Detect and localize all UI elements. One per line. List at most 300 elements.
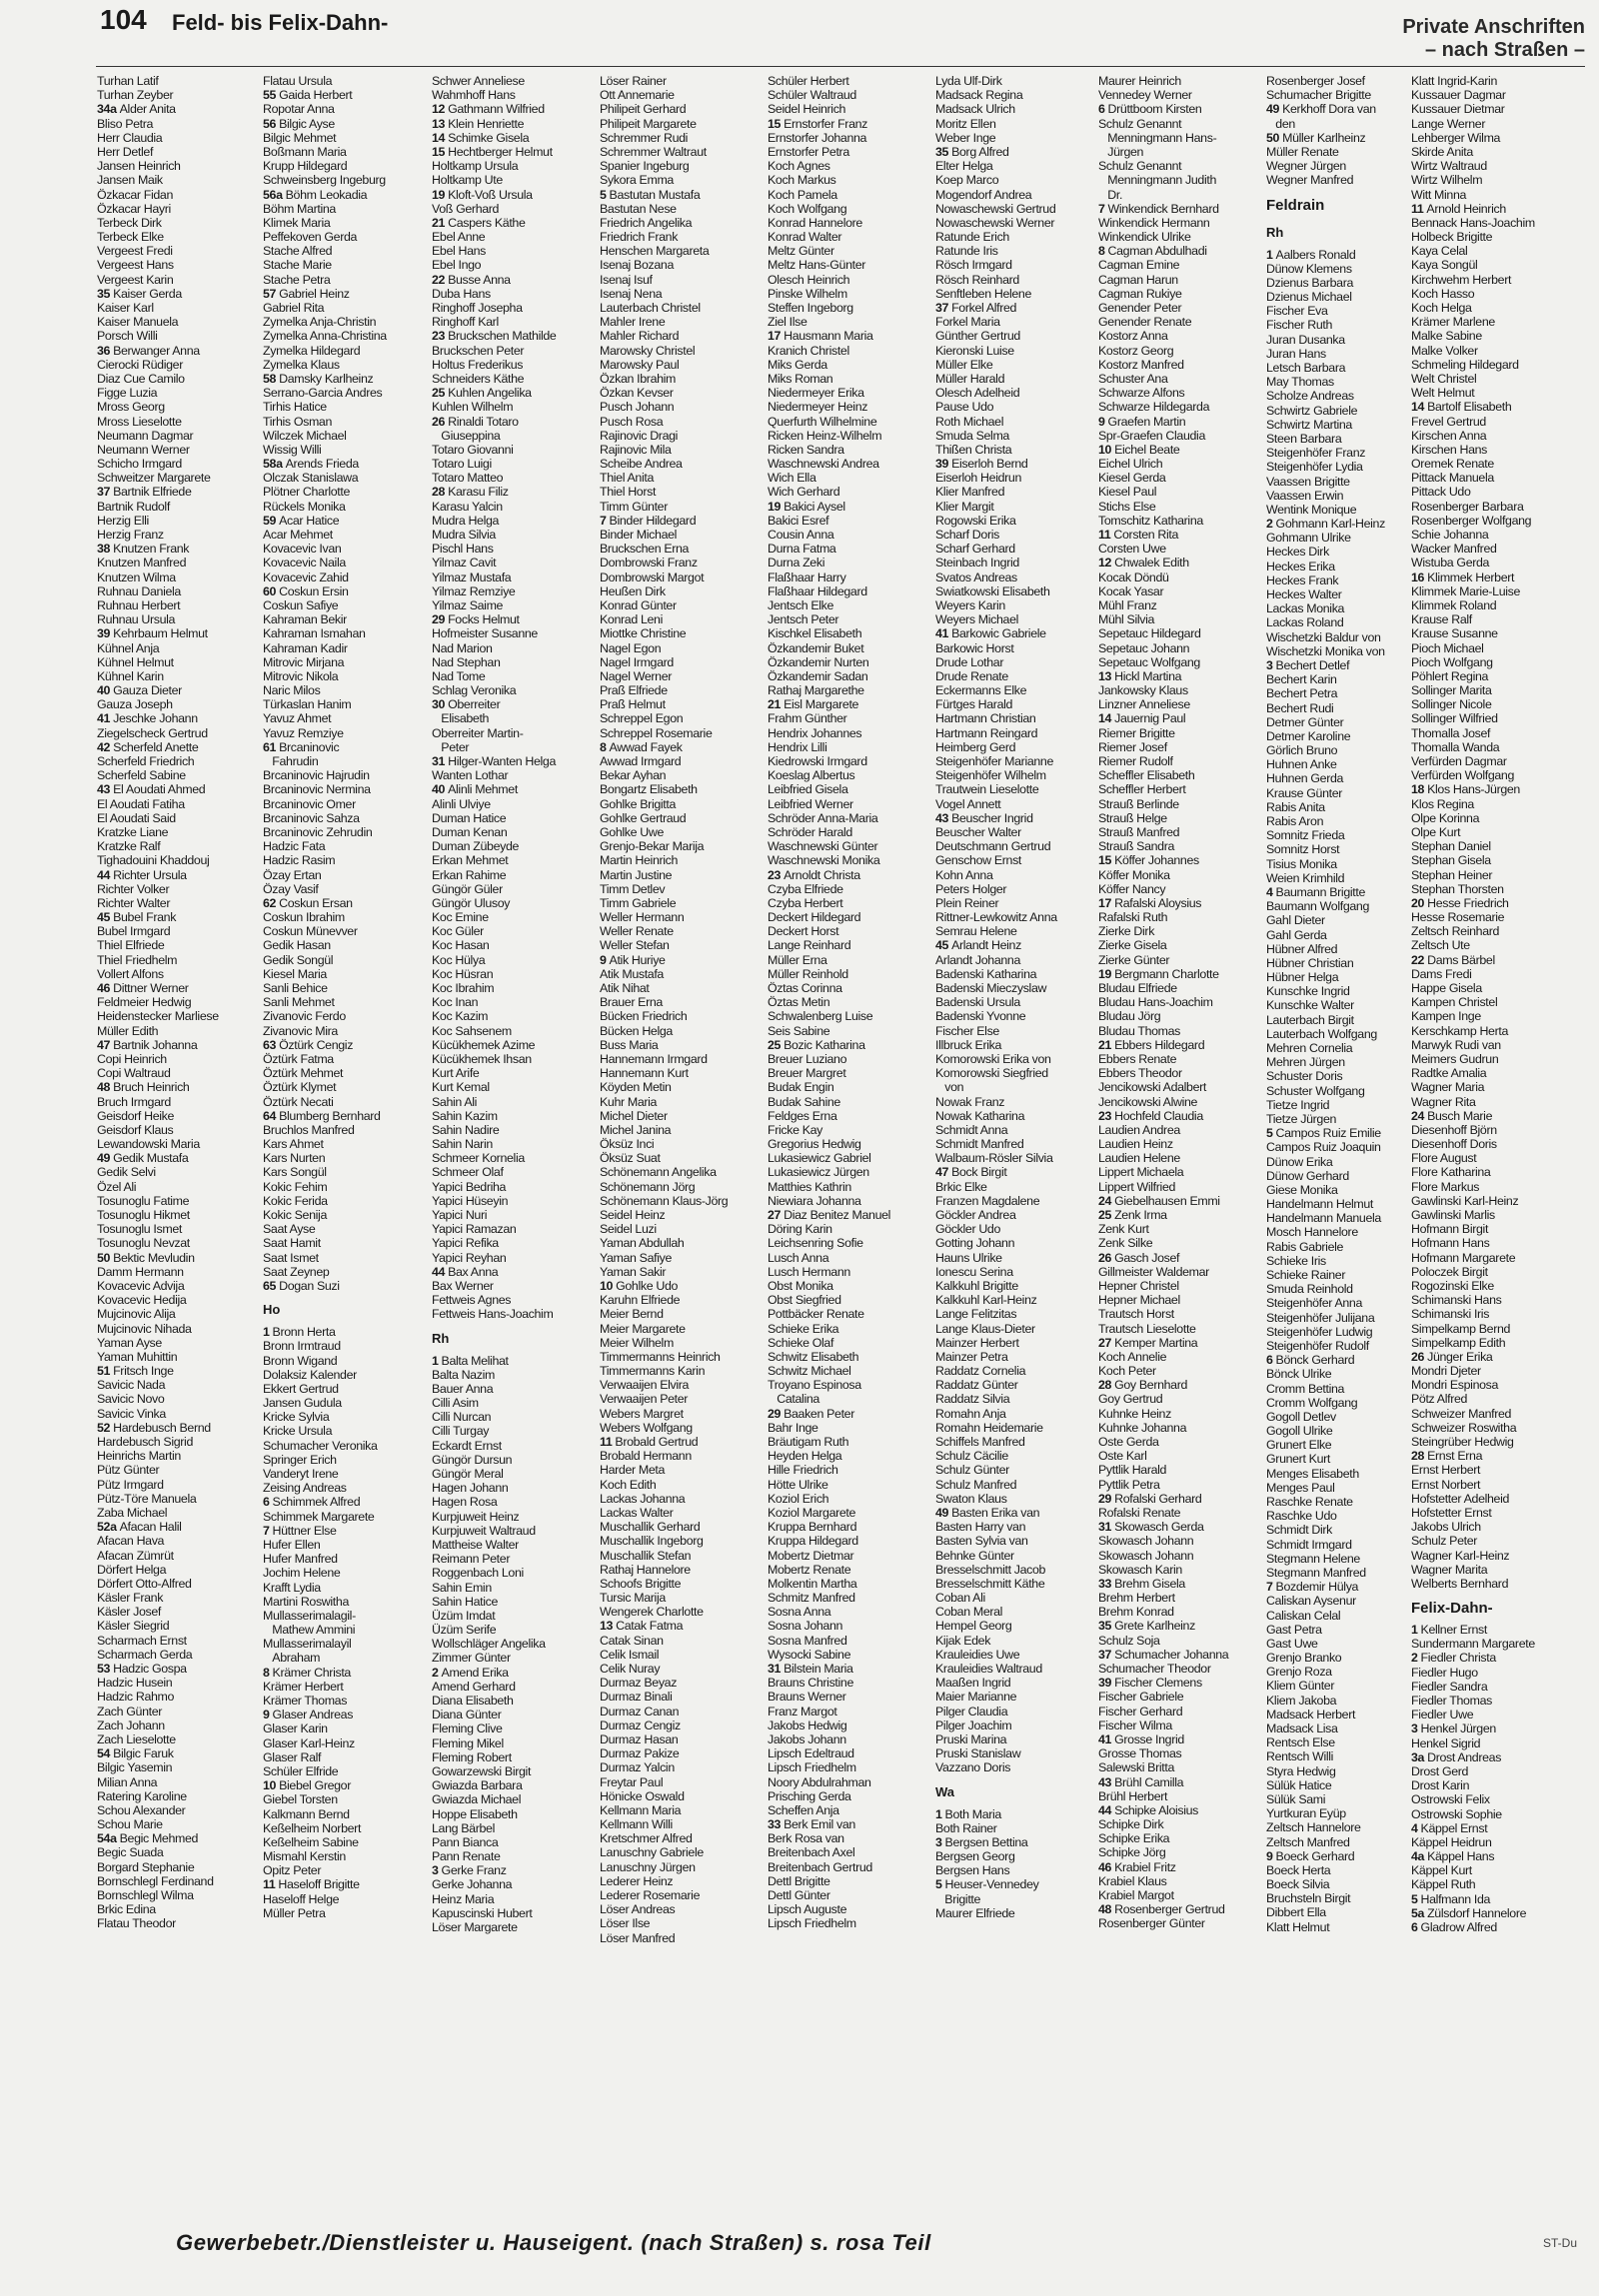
directory-entry — [1098, 1732, 1260, 1746]
directory-entry — [935, 1705, 1093, 1719]
resident-name: Kahraman Bekir — [263, 612, 347, 627]
directory-entry — [97, 1916, 259, 1930]
resident-name: Busch Marie — [1427, 1108, 1493, 1123]
directory-entry — [768, 768, 929, 782]
directory-entry — [97, 1888, 259, 1902]
directory-entry — [935, 102, 1093, 116]
resident-name: Waschnewski Andrea — [768, 457, 879, 472]
resident-name: Hendrix Johannes — [768, 725, 862, 740]
directory-entry — [1098, 1860, 1260, 1874]
directory-entry — [1266, 1098, 1406, 1112]
directory-entry — [600, 1463, 762, 1477]
directory-entry — [432, 471, 594, 485]
resident-name: Dams Fredi — [1411, 966, 1472, 981]
directory-entry — [1098, 1888, 1260, 1902]
directory-entry — [263, 244, 427, 258]
resident-name: Zaba Michael — [97, 1505, 168, 1520]
directory-entry — [600, 910, 762, 924]
section-title-line-2: – nach Straßen – — [1424, 39, 1585, 61]
directory-entry — [1411, 612, 1581, 626]
directory-entry — [263, 500, 427, 514]
resident-name: Balta Melihat — [441, 1353, 509, 1368]
directory-entry — [432, 145, 594, 159]
resident-name: Brigitte — [935, 1891, 981, 1906]
resident-name: Kücükhemek Ihsan — [432, 1051, 532, 1066]
directory-entry — [1098, 1322, 1260, 1336]
house-number: 53 — [97, 1662, 111, 1676]
directory-entry — [432, 1666, 594, 1680]
resident-name: Steen Barbara — [1266, 431, 1342, 446]
resident-name: Steigenhöfer Ludwig — [1266, 1324, 1373, 1339]
directory-entry — [768, 258, 929, 272]
resident-name: Lederer Rosemarie — [600, 1888, 701, 1902]
resident-name: Madsack Ulrich — [935, 102, 1015, 117]
directory-entry — [97, 400, 259, 414]
resident-name: Hadzic Husein — [97, 1676, 173, 1691]
directory-entry — [432, 811, 594, 825]
resident-name: Sülük Hatice — [1266, 1777, 1332, 1792]
resident-name: Berk Emil van — [784, 1817, 855, 1832]
resident-name: Bakici Aysel — [784, 499, 845, 514]
house-number: 23 — [432, 329, 446, 344]
directory-entry — [600, 1336, 762, 1350]
house-number: 31 — [432, 754, 446, 768]
resident-name: Grenjo Branko — [1266, 1651, 1342, 1666]
directory-entry — [768, 726, 929, 740]
directory-entry — [1411, 1421, 1581, 1435]
resident-name: Olesch Adelheid — [935, 386, 1020, 401]
resident-name: Schremmer Waltraut — [600, 144, 707, 159]
resident-name: Bozic Katharina — [784, 1037, 865, 1052]
directory-entry — [600, 1705, 762, 1719]
resident-name: Kranich Christel — [768, 343, 849, 358]
house-number: 20 — [1411, 895, 1425, 910]
resident-name: Bruckschen Mathilde — [448, 329, 557, 344]
resident-name: Hofmann Hans — [1411, 1236, 1490, 1251]
directory-entry — [768, 1265, 929, 1279]
directory-entry — [1266, 1353, 1406, 1367]
resident-name: Scherfeld Sabine — [97, 768, 186, 783]
resident-name: Güngör Güler — [432, 881, 503, 896]
directory-entry — [263, 1279, 427, 1293]
resident-name: Michel Janina — [600, 1122, 672, 1137]
directory-entry — [432, 528, 594, 542]
resident-name: Alinli Ulviye — [432, 796, 491, 811]
directory-entry — [432, 159, 594, 173]
resident-name: Schiffels Manfred — [935, 1435, 1025, 1449]
resident-name: Hofstetter Ernst — [1411, 1505, 1492, 1520]
directory-entry — [1098, 1378, 1260, 1392]
resident-name: Bauer Anna — [432, 1381, 494, 1396]
resident-name: Halfmann Ida — [1420, 1891, 1491, 1906]
directory-entry — [1098, 1803, 1260, 1817]
resident-name: Haseloff Brigitte — [278, 1877, 360, 1892]
directory-entry — [432, 938, 594, 952]
directory-entry — [97, 1151, 259, 1165]
resident-name: Sülük Sami — [1266, 1791, 1326, 1806]
resident-name: Strauß Manfred — [1098, 824, 1180, 839]
directory-entry — [768, 1662, 929, 1676]
resident-name: Illbruck Erika — [935, 1037, 1002, 1052]
directory-entry — [1266, 1240, 1406, 1254]
resident-name: Boßmann Maria — [263, 144, 347, 159]
directory-entry — [1098, 1506, 1260, 1520]
resident-name: Weller Hermann — [600, 910, 685, 925]
resident-name: Ekkert Gertrud — [263, 1381, 339, 1396]
resident-name: Heckes Walter — [1266, 587, 1342, 601]
directory-entry — [263, 1538, 427, 1552]
resident-name: Zierke Günter — [1098, 952, 1170, 967]
directory-entry — [600, 74, 762, 88]
directory-entry — [768, 1506, 929, 1520]
house-number: 9 — [1098, 414, 1105, 429]
directory-entry — [1411, 1666, 1581, 1680]
directory-entry — [97, 1378, 259, 1392]
directory-entry — [935, 386, 1093, 400]
resident-name: Praß Helmut — [600, 697, 666, 712]
directory-entry — [432, 768, 594, 782]
resident-name: Vennedey Werner — [1098, 88, 1192, 103]
directory-entry — [935, 400, 1093, 414]
resident-name: Kostorz Georg — [1098, 343, 1174, 358]
directory-entry — [432, 344, 594, 358]
resident-name: Bornschlegl Wilma — [97, 1888, 194, 1902]
resident-name: Molkentin Martha — [768, 1576, 857, 1591]
directory-entry — [1098, 500, 1260, 514]
directory-entry — [263, 258, 427, 272]
directory-entry — [263, 1236, 427, 1250]
house-number: 19 — [1098, 966, 1112, 981]
resident-name: Öztürk Klymet — [263, 1080, 337, 1095]
resident-name: Catalina — [768, 1392, 819, 1407]
resident-name: Mondri Espinosa — [1411, 1378, 1499, 1393]
directory-entry — [1266, 1296, 1406, 1310]
directory-entry — [97, 1662, 259, 1676]
directory-entry — [432, 1510, 594, 1524]
directory-entry — [263, 938, 427, 952]
directory-entry — [1098, 1605, 1260, 1619]
resident-name: Kahraman Ismahan — [263, 626, 366, 641]
resident-name: Thomalla Wanda — [1411, 739, 1500, 754]
resident-name: Springer Erich — [263, 1452, 337, 1467]
directory-entry — [263, 1651, 427, 1665]
resident-name: Awwad Fayek — [609, 739, 683, 754]
directory-entry — [935, 1863, 1093, 1877]
resident-name: Seidel Heinz — [600, 1208, 666, 1222]
directory-entry — [1411, 244, 1581, 258]
directory-entry — [263, 768, 427, 782]
directory-entry — [768, 626, 929, 640]
resident-name: Kohn Anna — [935, 867, 993, 882]
directory-entry — [263, 1194, 427, 1208]
resident-name: Günther Gertrud — [935, 329, 1020, 344]
resident-name: Karuhn Elfriede — [600, 1293, 681, 1308]
resident-name: Zach Günter — [97, 1704, 163, 1719]
resident-name: Krämer Marlene — [1411, 315, 1495, 330]
directory-entry — [600, 1874, 762, 1888]
resident-name: Lauterbach Christel — [600, 301, 701, 315]
resident-name: Ebbers Renate — [1098, 1051, 1177, 1066]
directory-entry — [1098, 315, 1260, 329]
directory-entry — [600, 1931, 762, 1945]
directory-entry — [935, 1549, 1093, 1563]
resident-name: Steigenhöfer Lydia — [1266, 460, 1363, 475]
resident-name: Bennack Hans-Joachim — [1411, 215, 1535, 230]
resident-name: Both Maria — [944, 1806, 1001, 1821]
directory-entry — [97, 514, 259, 528]
directory-entry — [935, 1732, 1093, 1746]
directory-entry — [1411, 301, 1581, 315]
directory-entry — [1266, 333, 1406, 347]
resident-name: Jencikowski Adalbert — [1098, 1080, 1207, 1095]
resident-name: Gabriel Heinz — [279, 286, 350, 301]
resident-name: Kruppa Hildegard — [768, 1534, 858, 1549]
house-number: 48 — [1098, 1902, 1112, 1917]
resident-name: Lange Reinhard — [768, 938, 851, 953]
directory-entry — [1411, 1307, 1581, 1321]
resident-name: Genender Renate — [1098, 315, 1192, 330]
resident-name: Kruppa Bernhard — [768, 1520, 857, 1535]
resident-name: Trautsch Horst — [1098, 1307, 1174, 1322]
resident-name: Nowak Katharina — [935, 1108, 1025, 1123]
resident-name: Dombrowski Franz — [600, 556, 698, 571]
resident-name: Rogozinski Elke — [1411, 1278, 1494, 1293]
directory-entry — [1266, 1708, 1406, 1722]
directory-entry — [97, 754, 259, 768]
directory-entry — [1411, 173, 1581, 187]
resident-name: Hübner Helga — [1266, 970, 1339, 985]
directory-entry — [263, 811, 427, 825]
directory-entry — [1098, 754, 1260, 768]
resident-name: Jakobs Johann — [768, 1731, 846, 1746]
resident-name: Tursic Marija — [600, 1591, 666, 1606]
resident-name: Hadzic Gospa — [113, 1662, 187, 1676]
resident-name: Grunert Kurt — [1266, 1452, 1330, 1467]
directory-entry — [600, 1350, 762, 1364]
resident-name: Welberts Bernhard — [1411, 1576, 1509, 1591]
directory-entry — [935, 768, 1093, 782]
resident-name: Konrad Hannelore — [768, 215, 862, 230]
directory-entry — [1266, 828, 1406, 842]
directory-entry — [768, 1478, 929, 1492]
directory-entry — [935, 1208, 1093, 1222]
house-number: 65 — [263, 1278, 277, 1293]
resident-name: Schreppel Egon — [600, 711, 684, 726]
directory-entry — [432, 797, 594, 811]
directory-entry — [97, 386, 259, 400]
house-number: 47 — [97, 1037, 111, 1052]
directory-entry — [432, 202, 594, 216]
directory-entry — [263, 1052, 427, 1066]
resident-name: Bax Werner — [432, 1278, 494, 1293]
directory-entry — [1266, 686, 1406, 700]
directory-entry — [768, 159, 929, 173]
directory-entry — [1411, 258, 1581, 272]
directory-entry — [1098, 1449, 1260, 1463]
directory-entry — [1266, 375, 1406, 389]
directory-entry — [97, 1534, 259, 1548]
resident-name: Brcaninovic Hajrudin — [263, 768, 370, 783]
directory-entry — [1266, 1013, 1406, 1027]
resident-name: Diesenhoff Björn — [1411, 1122, 1497, 1137]
directory-entry — [263, 1208, 427, 1222]
directory-entry — [1266, 1367, 1406, 1381]
resident-name: Schoofs Brigitte — [600, 1576, 682, 1591]
directory-entry — [1266, 1665, 1406, 1679]
resident-name: Sosna Manfred — [768, 1633, 847, 1648]
resident-name: Breitenbach Gertrud — [768, 1859, 872, 1874]
resident-name: Kocak Döndü — [1098, 570, 1169, 584]
resident-name: Basten Harry van — [935, 1520, 1026, 1535]
directory-entry — [1266, 1452, 1406, 1466]
directory-entry — [1098, 457, 1260, 471]
resident-name: Lukasiewicz Jürgen — [768, 1165, 869, 1180]
directory-entry — [935, 697, 1093, 711]
house-number: 36 — [97, 343, 111, 358]
directory-entry — [432, 1251, 594, 1265]
resident-name: Yapici Refika — [432, 1236, 499, 1251]
directory-entry — [1411, 1764, 1581, 1778]
directory-entry — [263, 726, 427, 740]
directory-entry — [432, 1265, 594, 1279]
directory-entry — [263, 683, 427, 697]
directory-entry — [263, 415, 427, 429]
directory-entry — [600, 542, 762, 556]
directory-entry — [1411, 953, 1581, 967]
resident-name: Zierke Dirk — [1098, 924, 1155, 939]
resident-name: Schwarze Alfons — [1098, 386, 1185, 401]
directory-entry — [1411, 1892, 1581, 1906]
resident-name: Koc Sahsenem — [432, 1023, 512, 1038]
directory-entry — [432, 1680, 594, 1694]
directory-entry — [1411, 216, 1581, 230]
directory-entry — [432, 1222, 594, 1236]
house-number: 6 — [263, 1495, 270, 1510]
directory-entry — [432, 1637, 594, 1651]
resident-name: Rosenberger Wolfgang — [1411, 513, 1532, 528]
resident-name: Özel Ali — [97, 1179, 137, 1194]
resident-name: Turhan Zeyber — [97, 88, 174, 103]
directory-entry — [1411, 159, 1581, 173]
resident-name: Mondri Djeter — [1411, 1364, 1481, 1379]
resident-name: Wagner Marita — [1411, 1562, 1488, 1577]
resident-name: Budak Sahine — [768, 1094, 840, 1109]
house-number: 2 — [1411, 1651, 1418, 1666]
resident-name: Fischer Wilma — [1098, 1718, 1172, 1732]
resident-name: Kovacevic Ivan — [263, 542, 342, 557]
resident-name: Olpe Korinna — [1411, 810, 1480, 825]
directory-entry — [1266, 389, 1406, 403]
resident-name: Koch Agnes — [768, 159, 830, 174]
resident-name: Dettl Brigitte — [768, 1873, 830, 1888]
house-number: 12 — [432, 102, 446, 117]
resident-name: Blumberg Bernhard — [279, 1108, 381, 1123]
resident-name: Tietze Ingrid — [1266, 1097, 1330, 1112]
resident-name: Spr-Graefen Claudia — [1098, 428, 1205, 443]
resident-name: Mathew Ammini — [263, 1623, 356, 1638]
directory-entry — [935, 1080, 1093, 1094]
house-number: 44 — [97, 867, 111, 882]
directory-entry — [432, 1467, 594, 1481]
directory-entry — [1266, 1467, 1406, 1481]
resident-name: Bechert Karin — [1266, 672, 1337, 687]
resident-name: Özkandemir Sadan — [768, 668, 868, 683]
resident-name: Borg Alfred — [951, 144, 1009, 159]
resident-name: Barkowic Gabriele — [951, 626, 1046, 641]
resident-name: Baaken Peter — [784, 1406, 854, 1421]
resident-name: Verwaaijen Elvira — [600, 1378, 690, 1393]
directory-entry — [935, 1066, 1093, 1080]
resident-name: Lukasiewicz Gabriel — [768, 1151, 871, 1166]
resident-name: Hepner Michael — [1098, 1293, 1180, 1308]
resident-name: Ionescu Serina — [935, 1264, 1013, 1279]
resident-name: Stache Alfred — [263, 244, 333, 259]
resident-name: Zeltsch Manfred — [1266, 1834, 1350, 1849]
resident-name: Fleming Mikel — [432, 1735, 504, 1750]
resident-name: Ricken Heinz-Wilhelm — [768, 428, 882, 443]
resident-name: Kovacevic Hedija — [97, 1293, 187, 1308]
resident-name: Mühl Silvia — [1098, 612, 1155, 627]
resident-name: Gillmeister Waldemar — [1098, 1264, 1209, 1279]
directory-entry — [1411, 726, 1581, 740]
directory-entry — [1266, 1778, 1406, 1792]
resident-name: Breitenbach Axel — [768, 1845, 855, 1860]
resident-name: Cromm Bettina — [1266, 1381, 1345, 1396]
resident-name: Hannemann Kurt — [600, 1066, 689, 1081]
directory-entry — [935, 1322, 1093, 1336]
directory-entry — [935, 1605, 1093, 1619]
resident-name: Hartmann Christian — [935, 711, 1036, 726]
resident-name: Flaßhaar Harry — [768, 570, 846, 584]
directory-entry — [432, 612, 594, 626]
directory-entry — [768, 1534, 929, 1548]
resident-name: Maier Marianne — [935, 1690, 1017, 1705]
directory-entry — [600, 683, 762, 697]
directory-entry — [432, 1080, 594, 1094]
directory-entry — [935, 173, 1093, 187]
resident-name: Miks Roman — [768, 371, 833, 386]
house-number: 40 — [432, 782, 446, 797]
directory-entry — [935, 528, 1093, 542]
resident-name: Ebbers Theodor — [1098, 1066, 1182, 1081]
page-number: 104 — [100, 4, 147, 35]
resident-name: Mainzer Herbert — [935, 1335, 1019, 1350]
resident-name: Behnke Günter — [935, 1548, 1014, 1563]
directory-entry — [263, 981, 427, 995]
resident-name: Begic Mehmed — [119, 1831, 199, 1846]
resident-name: Schumacher Brigitte — [1266, 88, 1371, 103]
directory-entry — [1411, 584, 1581, 598]
directory-entry — [935, 1821, 1093, 1835]
directory-entry — [768, 1817, 929, 1831]
resident-name: Sahin Nadire — [432, 1122, 500, 1137]
resident-name: Kokic Ferida — [263, 1193, 328, 1208]
resident-name: Schimmek Alfred — [272, 1495, 361, 1510]
directory-entry — [97, 1619, 259, 1633]
directory-entry — [768, 1619, 929, 1633]
resident-name: Käsler Frank — [97, 1591, 164, 1606]
resident-name: Jansen Maik — [97, 173, 163, 188]
resident-name: Binder Hildegard — [609, 513, 697, 528]
directory-entry — [1411, 1279, 1581, 1293]
resident-name: Reimann Peter — [432, 1552, 511, 1567]
directory-entry — [935, 726, 1093, 740]
directory-entry — [263, 669, 427, 683]
resident-name: Feldmeier Hedwig — [97, 995, 192, 1010]
resident-name: Plötner Charlotte — [263, 485, 351, 500]
directory-entry — [935, 910, 1093, 924]
directory-entry — [1098, 1208, 1260, 1222]
